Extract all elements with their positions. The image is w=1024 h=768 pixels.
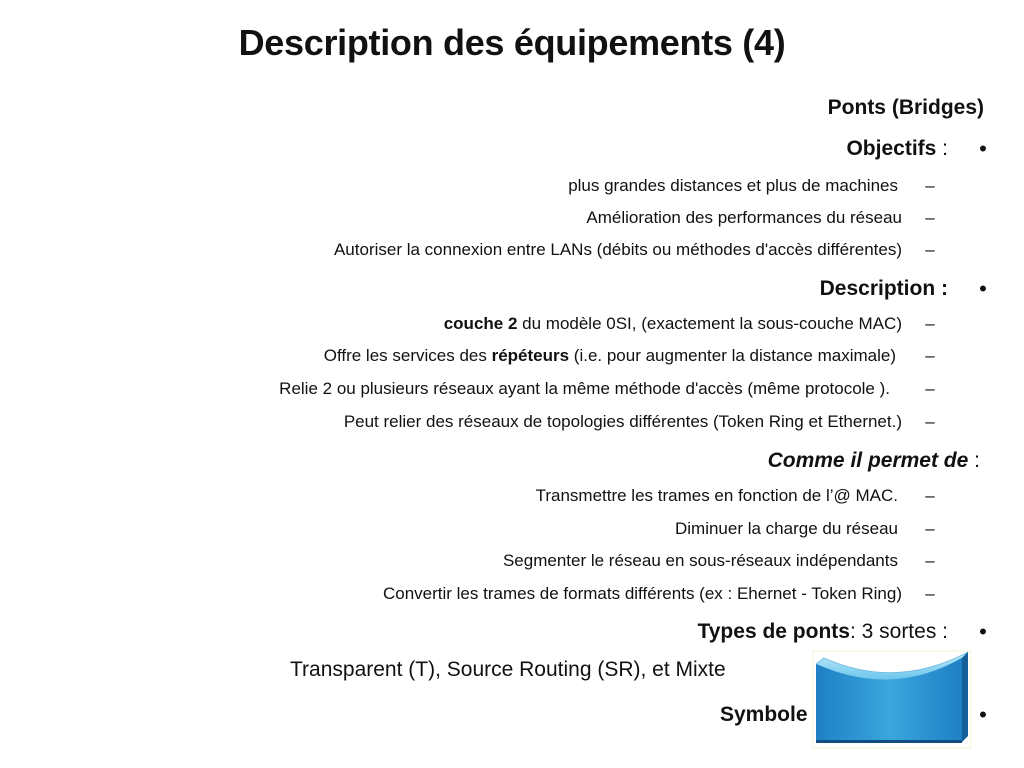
dash-objectifs-3: – <box>925 240 935 259</box>
description-item-2-rest: (i.e. pour augmenter la distance maximale) <box>569 346 896 365</box>
types-rest: : 3 sortes : <box>849 620 948 643</box>
types-detail: Transparent (T), Source Routing (SR), et Mixte <box>290 658 726 681</box>
description-item-1-bold: couche 2 <box>443 314 518 333</box>
description-item-2-bold: répéteurs <box>491 346 570 365</box>
description-item-4: Peut relier des réseaux de topologies différentes (Token Ring et Ethernet.) <box>343 412 902 431</box>
comme-item-1: Transmettre les trames en fonction de l’@ MAC. <box>535 486 898 505</box>
description-item-2 <box>324 346 896 366</box>
dash-comme-1: – <box>925 486 935 505</box>
heading-ponts: Ponts (Bridges) <box>827 96 984 119</box>
description-item-1 <box>444 314 902 334</box>
comme-item-3: Segmenter le réseau en sous-réseaux indépendants <box>502 551 898 570</box>
bullet-description: • <box>979 276 987 301</box>
dash-objectifs-1: – <box>925 176 935 195</box>
comme-sep: : <box>968 449 980 472</box>
objectifs-label: Objectifs <box>846 137 937 160</box>
objectifs-sep: : <box>936 137 948 160</box>
section-objectifs <box>846 137 948 161</box>
dash-comme-4: – <box>925 584 935 603</box>
section-symbole: Symbole <box>720 703 808 726</box>
dash-description-2: – <box>925 346 935 365</box>
section-comme <box>768 449 980 473</box>
description-item-2-pre: Offre les services des <box>323 346 492 365</box>
objectifs-item-2: Amélioration des performances du réseau <box>586 208 902 227</box>
dash-description-1: – <box>925 314 935 333</box>
bullet-objectifs: • <box>979 136 987 161</box>
section-description: Description : <box>819 277 948 300</box>
description-item-3: Relie 2 ou plusieurs réseaux ayant la même méthode d'accès (même protocole ). <box>279 379 890 398</box>
comme-item-2: Diminuer la charge du réseau <box>674 519 898 538</box>
dash-comme-2: – <box>925 519 935 538</box>
comme-label: Comme il permet de <box>767 449 969 472</box>
section-types <box>697 620 948 644</box>
dash-description-3: – <box>925 379 935 398</box>
objectifs-item-1: plus grandes distances et plus de machines <box>568 176 898 195</box>
dash-objectifs-2: – <box>925 208 935 227</box>
slide-title: Description des équipements (4) <box>238 22 786 63</box>
types-label: Types de ponts <box>697 620 850 643</box>
bullet-types: • <box>979 619 987 644</box>
bullet-symbole: • <box>979 702 987 727</box>
objectifs-item-3: Autoriser la connexion entre LANs (débits ou méthodes d'accès différentes) <box>333 240 902 259</box>
comme-item-4: Convertir les trames de formats différents (ex : Ehernet - Token Ring) <box>382 584 902 603</box>
dash-comme-3: – <box>925 551 935 570</box>
dash-description-4: – <box>925 412 935 431</box>
bridge-symbol-icon <box>812 650 972 750</box>
description-item-1-rest: du modèle 0SI, (exactement la sous-couche MAC) <box>517 314 902 333</box>
